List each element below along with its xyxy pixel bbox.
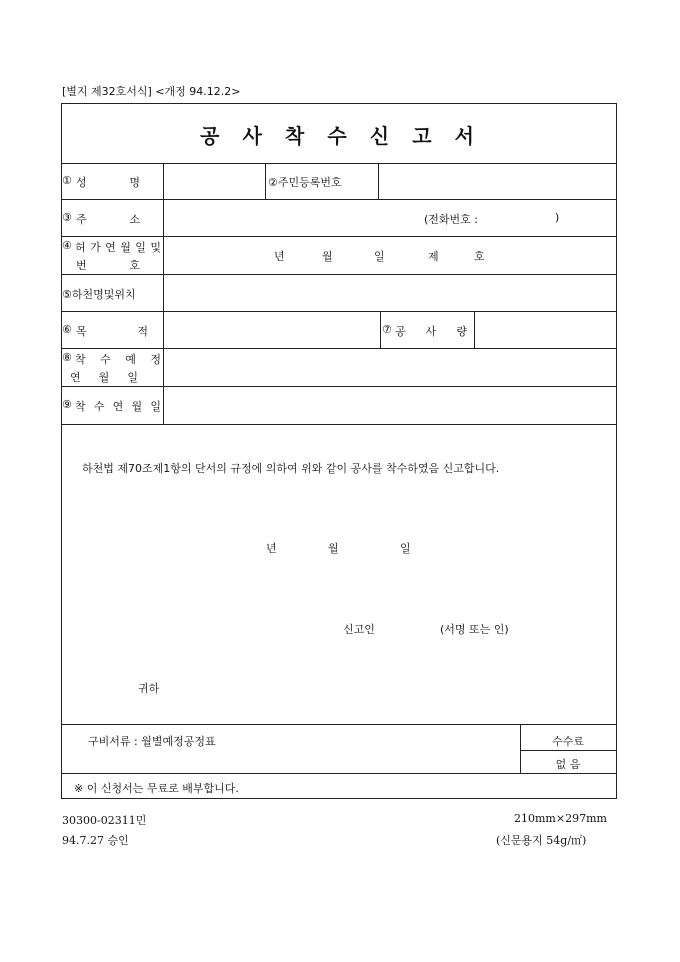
label-name: 성 명 (76, 176, 140, 189)
form-code: 30300-02311민 (62, 814, 147, 827)
required-documents: 구비서류 : 월별예정공정표 (88, 735, 216, 748)
label-num: ⑥ (62, 323, 72, 336)
rule (520, 750, 616, 751)
declarant-label: 신고인 (343, 623, 375, 636)
name-field[interactable] (166, 167, 262, 195)
planned-start-field[interactable] (166, 352, 614, 382)
label-address: 주 소 (76, 213, 140, 226)
report-form (61, 103, 617, 799)
address-field[interactable] (166, 203, 614, 233)
statement-text: 하천법 제70조제1항의 단서의 규정에 의하여 위와 같이 공사를 착수하였음 신고합니다. (82, 462, 500, 475)
rule (380, 311, 381, 348)
rule (474, 311, 475, 348)
paper-type: (신문용지 54g/㎡) (496, 834, 587, 847)
fee-label: 수수료 (552, 735, 584, 748)
rule (163, 163, 164, 424)
label-planned-line2: 연 월 일 (70, 371, 138, 384)
free-distribution-note: ※ 이 신청서는 무료로 배부합니다. (74, 782, 239, 795)
rule (62, 773, 616, 774)
rule (62, 274, 616, 275)
rule (378, 163, 379, 199)
signature-label: (서명 또는 인) (440, 623, 509, 636)
label-num: ④ (62, 239, 72, 252)
river-field[interactable] (166, 278, 614, 308)
fee-value: 없 음 (555, 758, 581, 771)
label-resident-number: ②주민등록번호 (268, 176, 342, 189)
statement-month: 월 (328, 542, 339, 555)
label-permit-line2: 번 호 (76, 259, 140, 272)
addressee-label: 귀하 (138, 682, 160, 695)
phone-label: (전화번호 : (424, 213, 478, 226)
phone-close: ) (555, 211, 560, 224)
unit-month: 월 (322, 250, 333, 263)
rule (62, 724, 616, 725)
approval-date: 94.7.27 승인 (62, 834, 129, 847)
start-date-field[interactable] (166, 390, 614, 420)
resident-number-field[interactable] (382, 167, 612, 195)
form-number: [별지 제32호서식] <개정 94.12.2> (62, 85, 241, 98)
label-num: ⑧ (62, 351, 72, 364)
label-num: ⑨ (62, 398, 72, 411)
label-quantity: 공 사 량 (395, 325, 467, 338)
rule (62, 348, 616, 349)
label-num: ⑦ (382, 323, 392, 336)
label-num: ① (62, 174, 72, 187)
label-start-date: 착 수 연 월 일 (75, 400, 161, 413)
label-river: ⑤하천명및위치 (62, 288, 136, 301)
form-title: 공 사 착 수 신 고 서 (200, 124, 474, 148)
rule (62, 236, 616, 237)
label-num: ③ (62, 211, 72, 224)
paper-size: 210mm×297mm (514, 812, 607, 825)
permit-field[interactable] (166, 240, 614, 270)
label-planned-line1: 착 수 예 정 (75, 353, 161, 366)
rule (62, 163, 616, 164)
quantity-field[interactable] (478, 315, 614, 345)
unit-ho: 호 (474, 250, 485, 263)
statement-day: 일 (400, 542, 411, 555)
purpose-field[interactable] (166, 315, 376, 345)
rule (62, 386, 616, 387)
rule (62, 424, 616, 425)
rule (265, 163, 266, 199)
unit-je: 제 (428, 250, 439, 263)
label-purpose: 목 적 (76, 325, 148, 338)
rule (62, 199, 616, 200)
statement-year: 년 (266, 542, 277, 555)
label-permit-line1: 허 가 연 월 일 및 (75, 241, 161, 254)
unit-year: 년 (274, 250, 285, 263)
rule (62, 311, 616, 312)
unit-day: 일 (374, 250, 385, 263)
